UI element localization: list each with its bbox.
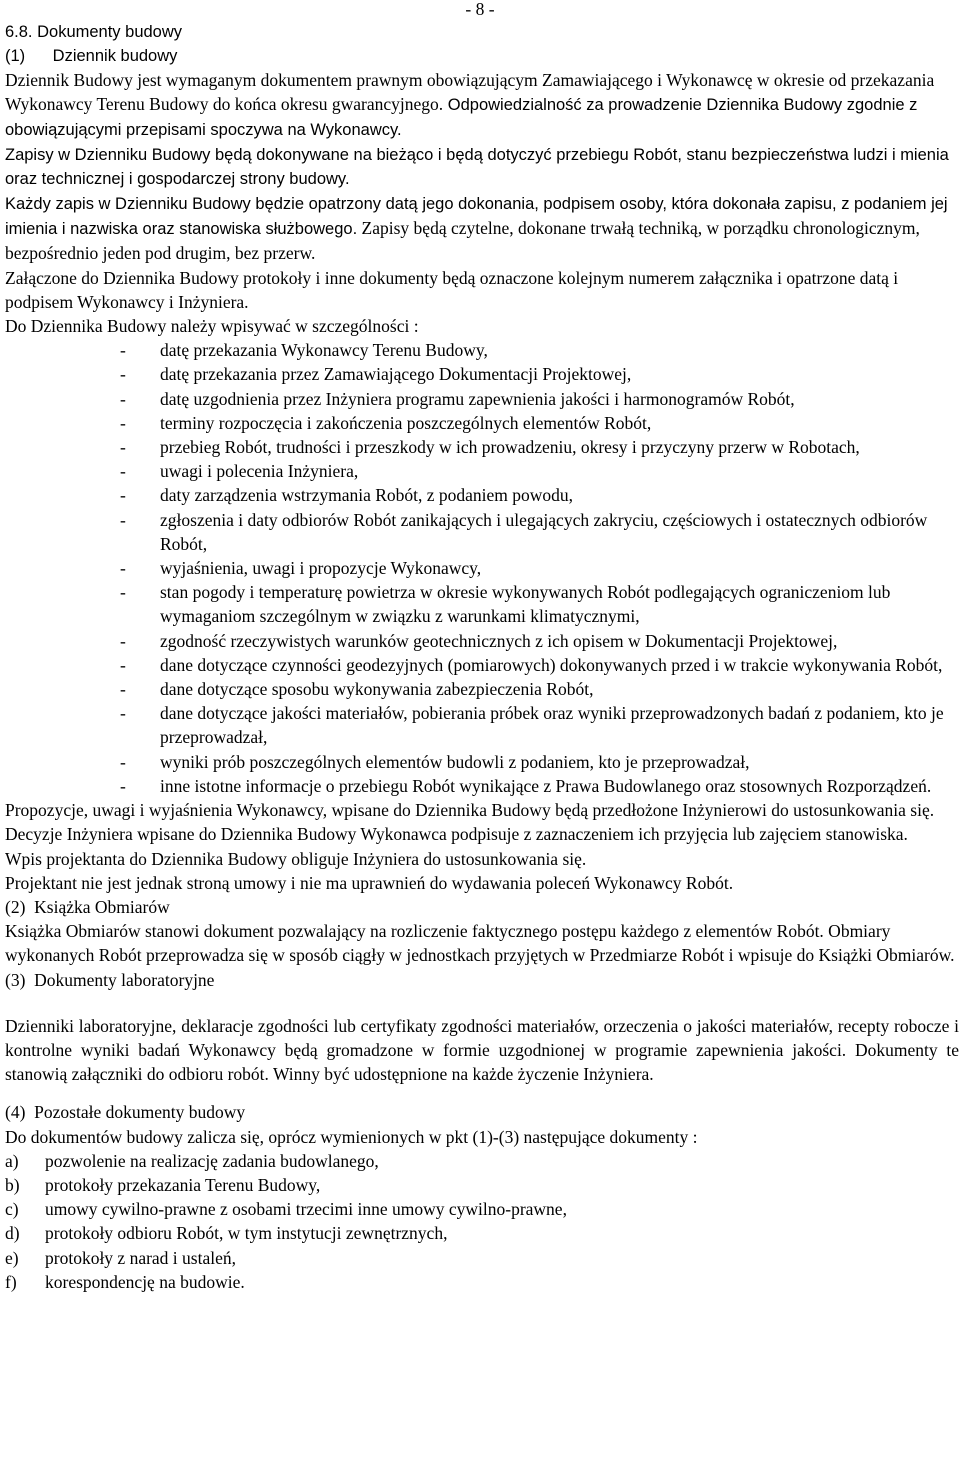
list-item [5,1221,959,1245]
list-item-text: datę przekazania przez Zamawiającego Dokumentacji Projektowej, [160,364,632,385]
spacer [5,1086,959,1100]
list-marker: e) [5,1247,19,1268]
paragraph: Wpis projektanta do Dziennika Budowy obliguje Inżyniera do ustosunkowania się. [5,848,587,869]
list-item [5,1246,959,1270]
section-title: 6.8. Dokumenty budowy [5,23,183,41]
paragraph [5,68,959,143]
list-item-text: uwagi i polecenia Inżyniera, [160,461,359,482]
paragraph: Dzienniki laboratoryjne, deklaracje zgodności lub certyfikaty zgodności materiałów, orzeczenia o jakości materiałów, recepty robocze i kontrolne wyniki badań Wykonawcy będą gromadzone w formie uzgodnionej w programie zapewnienia jakości. Dokumenty te stanowią załączniki do odbioru robót. Winny być udostępnione na każde życzenie Inżyniera. [5,1015,959,1085]
list-item-text: terminy rozpoczęcia i zakończenia poszczególnych elementów Robót, [160,412,652,433]
list-item-text: protokoły z narad i ustaleń, [45,1247,236,1268]
list-marker: c) [5,1199,19,1220]
paragraph-text: Odpowiedzialność za prowadzenie Dziennika Budowy zgodnie z obowiązującymi przepisami spoczywa na Wykonawcy. [5,96,918,140]
list-bullet: - [120,582,126,603]
list-item-text: protokoły przekazania Terenu Budowy, [45,1174,321,1195]
list-item-text: inne istotne informacje o przebiegu Robót wynikające z Prawa Budowlanego oraz stosownych Rozporządzeń. [160,775,932,796]
paragraph: Do dokumentów budowy zalicza się, oprócz wymienionych w pkt (1)-(3) następujące dokumenty : [5,1126,698,1147]
list-item [5,1270,959,1294]
list-item [5,338,959,362]
list-bullet: - [120,679,126,700]
subsection-title-4: (4) Pozostałe dokumenty budowy [5,1102,246,1123]
paragraph: Projektant nie jest jednak stroną umowy i nie ma uprawnień do wydawania poleceń Wykonawcy Robót. [5,872,734,893]
paragraph: Zapisy w Dzienniku Budowy będą dokonywane na bieżąco i będą dotyczyć przebiegu Robót, stanu bezpieczeństwa ludzi i mienia oraz technicznej i gospodarczej strony budowy. [5,145,949,188]
list-item [5,1149,959,1173]
list-bullet: - [120,558,126,579]
list-item-text: dane dotyczące sposobu wykonywania zabezpieczenia Robót, [160,679,594,700]
list-item-text: umowy cywilno-prawne z osobami trzecimi inne umowy cywilno-prawne, [45,1199,567,1220]
paragraph: Książka Obmiarów stanowi dokument pozwalający na rozliczenie faktycznego postępu każdego z elementów Robót. Obmiary wykonanych Robót przeprowadza się w sposób ciągły w jednostkach przyjętych w Przedmiarze Robót i wpisuje do Książki Obmiarów. [5,921,955,966]
list-bullet: - [120,751,126,772]
subsection-title-1: (1) Dziennik budowy [5,47,178,65]
list-bullet: - [120,775,126,796]
list-item-text: przebieg Robót, trudności i przeszkody w ich prowadzeniu, okresy i przyczyny przerw w Robotach, [160,437,860,458]
list-item-text: korespondencję na budowie. [45,1271,245,1292]
list-bullet: - [120,485,126,506]
subsection-title-2: (2) Książka Obmiarów [5,896,170,917]
list-item [5,387,959,411]
list-item [5,556,959,580]
list-item-text: daty zarządzenia wstrzymania Robót, z podaniem powodu, [160,485,574,506]
list-bullet: - [120,630,126,651]
diary-entries-list [5,338,959,798]
spacer [5,992,959,1014]
list-bullet: - [120,340,126,361]
paragraph [5,191,959,266]
list-item [5,459,959,483]
list-item-text: wyniki prób poszczególnych elementów budowli z podaniem, kto je przeprowadzał, [160,751,750,772]
page-content [5,20,959,1294]
list-item [5,677,959,701]
list-item [5,653,959,677]
list-item [5,701,959,749]
list-marker: d) [5,1223,20,1244]
list-marker: a) [5,1150,19,1171]
list-item-text: wyjaśnienia, uwagi i propozycje Wykonawcy, [160,558,482,579]
list-item-text: zgłoszenia i daty odbiorów Robót zanikających i ulegających zakryciu, częściowych i ostatecznych odbiorów Robót, [160,509,928,554]
list-bullet: - [120,509,126,530]
paragraph-text: Każdy zapis w Dzienniku Budowy będzie opatrzony datą jego dokonania, podpisem osoby, która dokonała zapisu, z podaniem jej imienia i nazwiska oraz stanowiska służbowego. [5,195,948,239]
list-item [5,411,959,435]
list-marker: f) [5,1271,17,1292]
list-item-text: protokoły odbioru Robót, w tym instytucji zewnętrznych, [45,1223,448,1244]
list-item-text: dane dotyczące czynności geodezyjnych (pomiarowych) dokonywanych przed i w trakcie wykonywania Robót, [160,654,943,675]
list-bullet: - [120,703,126,724]
list-item [5,483,959,507]
page-number: - 8 - [465,0,495,19]
list-item [5,435,959,459]
list-bullet: - [120,461,126,482]
list-item [5,629,959,653]
list-item [5,1197,959,1221]
list-item-text: zgodność rzeczywistych warunków geotechnicznych z ich opisem w Dokumentacji Projektowej, [160,630,838,651]
list-item-text: stan pogody i temperaturę powietrza w okresie wykonywanych Robót podlegających ograniczeniom lub wymaganiom szczególnym w związku z warunkami klimatycznymi, [160,582,891,627]
list-item [5,774,959,798]
list-item [5,580,959,628]
list-item-text: datę przekazania Wykonawcy Terenu Budowy, [160,340,488,361]
list-item [5,508,959,556]
list-bullet: - [120,388,126,409]
list-item-text: dane dotyczące jakości materiałów, pobierania próbek oraz wyniki przeprowadzonych badań z podaniem, kto je przeprowadzał, [160,703,944,748]
list-item [5,1173,959,1197]
list-item [5,362,959,386]
list-bullet: - [120,437,126,458]
list-item-text: pozwolenie na realizację zadania budowlanego, [45,1150,379,1171]
list-bullet: - [120,654,126,675]
list-item-text: datę uzgodnienia przez Inżyniera programu zapewnienia jakości i harmonogramów Robót, [160,388,795,409]
paragraph: Do Dziennika Budowy należy wpisywać w szczególności : [5,316,419,337]
paragraph-text: Dziennik Budowy jest wymaganym dokumentem prawnym obowiązującym Zamawiającego i Wykonawcę w okresie od przekazania Wykonawcy Terenu Budowy do końca okresu gwarancyjnego. [5,70,935,115]
other-documents-list [5,1149,959,1294]
list-bullet: - [120,364,126,385]
paragraph-text: Zapisy będą czytelne, dokonane trwałą techniką, w porządku chronologicznym, bezpośrednio jeden pod drugim, bez przerw. [5,218,920,264]
paragraph: Propozycje, uwagi i wyjaśnienia Wykonawcy, wpisane do Dziennika Budowy będą przedłożone Inżynierowi do ustosunkowania się. Decyzje Inżyniera wpisane do Dziennika Budowy Wykonawca podpisuje z zaznaczeniem ich przyjęcia lub zajęciem stanowiska. [5,800,935,845]
subsection-title-3: (3) Dokumenty laboratoryjne [5,969,215,990]
list-marker: b) [5,1174,20,1195]
paragraph: Załączone do Dziennika Budowy protokoły i inne dokumenty będą oznaczone kolejnym numerem załącznika i opatrzone datą i podpisem Wykonawcy i Inżyniera. [5,267,899,312]
list-bullet: - [120,412,126,433]
list-item [5,750,959,774]
